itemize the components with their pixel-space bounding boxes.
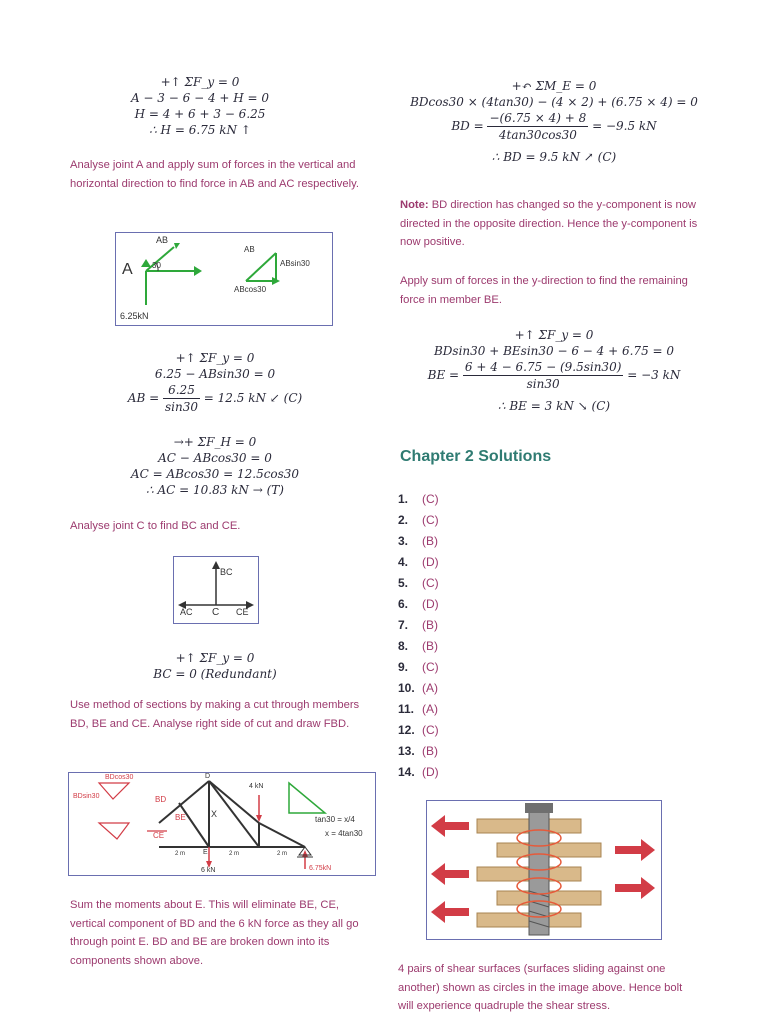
answer-number: 4. bbox=[398, 554, 409, 569]
denominator: 4tan30cos30 bbox=[498, 128, 577, 142]
answer-item bbox=[398, 488, 439, 509]
answer-number: 3. bbox=[398, 533, 409, 548]
answer-number: 5. bbox=[398, 575, 409, 590]
eq-rhs: = 12.5 kN ↙ (C) bbox=[203, 391, 303, 405]
label-bd: BD bbox=[155, 795, 167, 804]
answer-item bbox=[398, 635, 439, 656]
eq-line: ∴ H = 6.75 kN ↑ bbox=[149, 123, 251, 137]
numerator: 6.25 bbox=[163, 382, 200, 399]
note-text: BD direction has changed so the y-component is now directed in the opposite direction. Hence the y-component is now positive. bbox=[400, 199, 698, 248]
fraction bbox=[163, 382, 200, 415]
label-load-4kn: 4 kN bbox=[249, 783, 264, 790]
paragraph-analyse-joint-c: Analyse joint C to find BC and CE. bbox=[70, 520, 241, 532]
label-abcos: ABcos30 bbox=[234, 285, 267, 294]
label-bc: BC bbox=[220, 567, 233, 577]
answer-value: (B) bbox=[422, 638, 438, 653]
label-ab: AB bbox=[156, 235, 169, 245]
label-bdsin: BDsin30 bbox=[73, 793, 100, 800]
answer-item bbox=[398, 761, 439, 782]
answer-item bbox=[398, 719, 439, 740]
equation-sum-fy-h bbox=[100, 74, 300, 138]
answer-item bbox=[398, 593, 439, 614]
answer-item bbox=[398, 614, 439, 635]
eq-line: AC − ABcos30 = 0 bbox=[158, 451, 272, 465]
truss-diagram bbox=[69, 773, 375, 875]
label-ce: CE bbox=[153, 831, 165, 840]
answer-number: 12. bbox=[398, 722, 415, 737]
answer-item bbox=[398, 698, 439, 719]
denominator: sin30 bbox=[526, 377, 560, 391]
eq-line: 6.25 − ABsin30 = 0 bbox=[154, 367, 276, 381]
note-label: Note: bbox=[400, 199, 429, 211]
eq-line: BC = 0 (Redundant) bbox=[153, 667, 277, 681]
equation-be bbox=[394, 327, 714, 414]
label-e: E bbox=[203, 849, 208, 856]
answer-item bbox=[398, 656, 439, 677]
equation-ab bbox=[100, 350, 330, 415]
answer-number: 13. bbox=[398, 743, 415, 758]
answer-number: 7. bbox=[398, 617, 409, 632]
answer-number: 8. bbox=[398, 638, 409, 653]
answer-number: 14. bbox=[398, 764, 415, 779]
label-x: X bbox=[211, 809, 218, 819]
eq-rhs: = −9.5 kN bbox=[592, 119, 657, 133]
answer-number: 1. bbox=[398, 491, 409, 506]
answer-item bbox=[398, 572, 439, 593]
numerator: 6 + 4 − 6.75 − (9.5sin30) bbox=[464, 360, 622, 374]
eq-lhs: BD = bbox=[451, 119, 484, 133]
eq-fraction-line bbox=[394, 110, 714, 143]
answer-value: (D) bbox=[422, 764, 439, 779]
eq-line: ∴ AC = 10.83 kN → (T) bbox=[146, 483, 284, 497]
eq-line: +↑ ΣF_y = 0 bbox=[514, 328, 594, 342]
paragraph-shear-surfaces: 4 pairs of shear surfaces (surfaces sliding against one another) shown as circles in the image above. Hence bolt will experience quadruple the shear stress. bbox=[398, 963, 683, 1012]
eq-rhs: = −3 kN bbox=[627, 368, 681, 382]
answer-item bbox=[398, 509, 439, 530]
eq-line: A − 3 − 6 − 4 + H = 0 bbox=[130, 91, 270, 105]
label-ce: CE bbox=[236, 607, 249, 617]
label-load-6kn: 6 kN bbox=[201, 867, 216, 874]
equation-ac bbox=[100, 434, 330, 498]
answer-value: (C) bbox=[422, 722, 439, 737]
answer-item bbox=[398, 530, 439, 551]
label-2m: 2 m bbox=[277, 851, 288, 857]
equation-bc bbox=[100, 650, 330, 682]
answer-value: (C) bbox=[422, 491, 439, 506]
answer-value: (D) bbox=[422, 596, 439, 611]
answer-item bbox=[398, 551, 439, 572]
eq-line: BDsin30 + BEsin30 − 6 − 4 + 6.75 = 0 bbox=[433, 344, 675, 358]
answer-value: (C) bbox=[422, 659, 439, 674]
label-be: BE bbox=[175, 813, 186, 822]
figure-joint-a bbox=[115, 232, 333, 326]
numerator: −(6.75 × 4) + 8 bbox=[489, 111, 587, 125]
label-d: D bbox=[205, 773, 211, 780]
paragraph-sum-moments: Sum the moments about E. This will eliminate BE, CE, vertical component of BD and the 6 kN force as they all go through point E. BD and BE are broken down into its components shown above. bbox=[70, 899, 359, 967]
paragraph-apply-sum-y: Apply sum of forces in the y-direction to find the remaining force in member BE. bbox=[400, 275, 688, 306]
answer-value: (B) bbox=[422, 743, 438, 758]
eq-line: +↑ ΣF_y = 0 bbox=[160, 75, 240, 89]
answer-list bbox=[398, 488, 439, 782]
answer-value: (A) bbox=[422, 680, 438, 695]
label-a: A bbox=[122, 261, 133, 278]
answer-value: (B) bbox=[422, 617, 438, 632]
label-angle: 30 bbox=[152, 261, 161, 270]
figure-bolt-shear bbox=[426, 800, 662, 940]
eq-line: AC = ABcos30 = 12.5cos30 bbox=[130, 467, 300, 481]
eq-line: +↶ ΣM_E = 0 bbox=[511, 79, 597, 93]
eq-lhs: BE = bbox=[427, 368, 460, 382]
answer-item bbox=[398, 740, 439, 761]
answer-value: (A) bbox=[422, 701, 438, 716]
label-2m: 2 m bbox=[229, 851, 240, 857]
answer-number: 9. bbox=[398, 659, 409, 674]
eq-lhs: AB = bbox=[127, 391, 160, 405]
eq-line: →+ ΣF_H = 0 bbox=[173, 435, 257, 449]
paragraph-method-of-sections: Use method of sections by making a cut through members BD, BE and CE. Analyse right side of cut and draw FBD. bbox=[70, 699, 360, 730]
answer-item bbox=[398, 677, 439, 698]
figure-joint-c bbox=[173, 556, 259, 624]
eq-line: +↑ ΣF_y = 0 bbox=[175, 651, 255, 665]
label-2m: 2 m bbox=[175, 851, 186, 857]
label-tan: tan30 = x/4 bbox=[315, 815, 355, 824]
label-bdcos: BDcos30 bbox=[105, 774, 134, 781]
label-force: 6.25kN bbox=[120, 311, 149, 321]
equation-bd bbox=[394, 78, 714, 165]
answer-number: 2. bbox=[398, 512, 409, 527]
label-reaction: 6.75kN bbox=[309, 865, 332, 872]
label-xeq: x = 4tan30 bbox=[325, 829, 363, 838]
paragraph-note bbox=[400, 196, 710, 252]
answer-value: (C) bbox=[422, 512, 439, 527]
eq-line: H = 4 + 6 + 3 − 6.25 bbox=[134, 107, 266, 121]
fraction bbox=[463, 359, 623, 392]
answer-value: (D) bbox=[422, 554, 439, 569]
eq-fraction-line bbox=[100, 382, 330, 415]
figure-truss-section bbox=[68, 772, 376, 876]
eq-line: BDcos30 × (4tan30) − (4 × 2) + (6.75 × 4) = 0 bbox=[410, 95, 698, 109]
chapter-heading: Chapter 2 Solutions bbox=[400, 448, 552, 465]
label-absin: ABsin30 bbox=[280, 259, 310, 268]
label-c: C bbox=[212, 607, 220, 618]
label-ab2: AB bbox=[244, 245, 255, 254]
paragraph-analyse-joint-a: Analyse joint A and apply sum of forces in the vertical and horizontal direction to find force in AB and AC respectively. bbox=[70, 159, 359, 190]
denominator: sin30 bbox=[164, 400, 198, 414]
eq-fraction-line bbox=[394, 359, 714, 392]
answer-value: (B) bbox=[422, 533, 438, 548]
label-ac: AC bbox=[180, 607, 193, 617]
answer-value: (C) bbox=[422, 575, 439, 590]
bolt-shear-diagram bbox=[427, 801, 661, 939]
eq-line: ∴ BD = 9.5 kN ↗ (C) bbox=[491, 150, 617, 164]
answer-number: 10. bbox=[398, 680, 415, 695]
fraction bbox=[487, 110, 588, 143]
answer-number: 11. bbox=[398, 701, 415, 716]
answer-number: 6. bbox=[398, 596, 409, 611]
eq-line: ∴ BE = 3 kN ↘ (C) bbox=[497, 399, 611, 413]
eq-line: +↑ ΣF_y = 0 bbox=[175, 351, 255, 365]
